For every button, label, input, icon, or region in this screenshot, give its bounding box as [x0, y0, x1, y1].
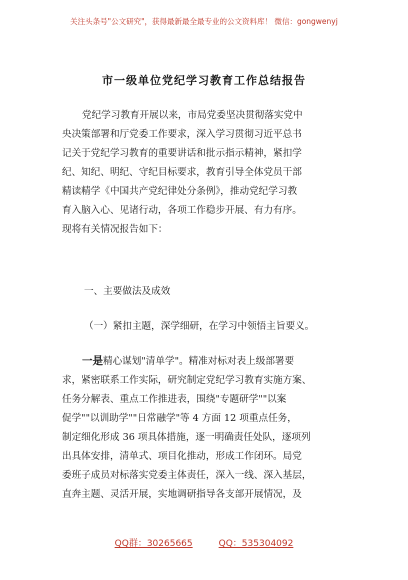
- document-title: 市一级单位党纪学习教育工作总结报告: [102, 74, 306, 87]
- intro-line: 党纪学习教育开展以来，市局党委坚决贯彻落实党中: [82, 110, 303, 121]
- point-paragraph: [62, 352, 358, 504]
- intro-line: 央决策部署和厅党委工作要求，深入学习贯彻习近平总书: [62, 129, 302, 140]
- point-line: 促学""以训助学""日常融学"等 4 方面 12 项重点任务，: [62, 413, 297, 424]
- intro-paragraph: [62, 106, 358, 239]
- point-line: 委班子成员对标落实党委主体责任，深入一线、深入基层，: [62, 470, 312, 481]
- intro-line: 精读精学《中国共产党纪律处分条例》，推动党纪学习教: [62, 186, 298, 197]
- intro-line: 纪、知纪、明纪、守纪目标要求，教育引导全体党员干部: [62, 167, 302, 178]
- footer-qq-group: QQ群：30265665: [114, 539, 193, 549]
- point-line: 任务分解表、重点工作推进表，围绕"专题研学""以案: [62, 394, 287, 405]
- header-banner: 关注头条号"公文研究"，获得最新最全最专业的公文资料库！ 微信：gongwenyj: [70, 17, 338, 26]
- intro-line: 记关于党纪学习教育的重要讲话和批示指示精神，紧扣学: [62, 148, 302, 159]
- footer: [0, 536, 408, 549]
- footer-qq: QQ：535304092: [218, 539, 294, 549]
- point-line: 求，紧密联系工作实际，研究制定党纪学习教育实施方案、: [62, 375, 312, 386]
- subsection-heading: （一）紧扣主题，深学细研，在学习中领悟主旨要义。: [84, 321, 315, 332]
- section-heading: 一、主要做法及成效: [84, 286, 171, 297]
- point-lead: 一是: [82, 355, 103, 367]
- point-line: 制定细化形成 36 项具体措施，逐一明确责任处队，逐项列: [62, 432, 311, 443]
- point-line: 直奔主题、灵活开展，实地调研指导各支部开展情况，及: [62, 489, 302, 500]
- intro-line: 育入脑入心、见诸行动，各项工作稳步开展、有力有序。: [62, 205, 302, 216]
- point-text: 精心谋划"清单学"。精准对标对表上级部署要: [103, 356, 295, 367]
- intro-line: 现将有关情况报告如下：: [62, 224, 168, 235]
- point-line: [62, 352, 358, 371]
- point-line: 出具体安排，清单式、项目化推动，形成工作闭环。局党: [62, 451, 302, 462]
